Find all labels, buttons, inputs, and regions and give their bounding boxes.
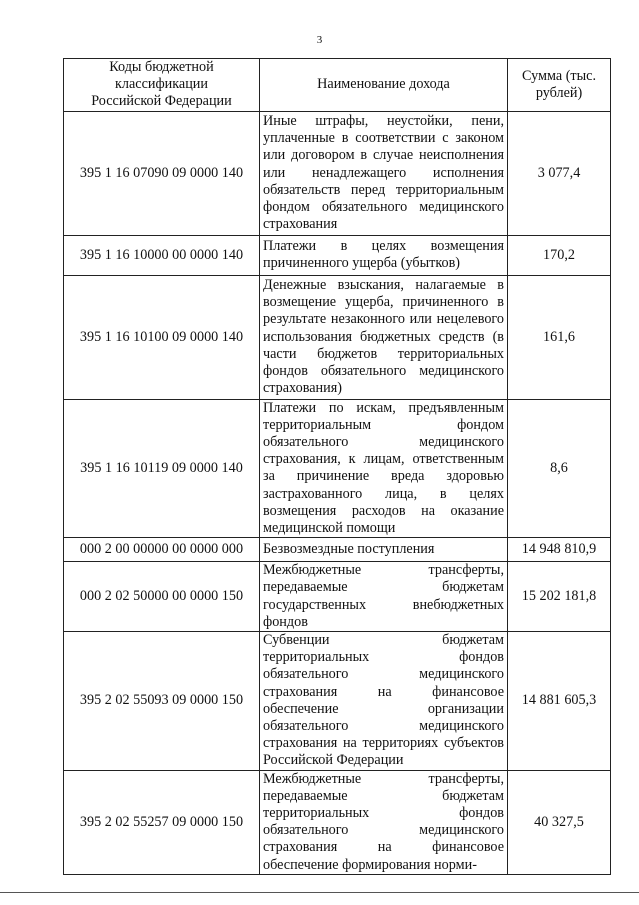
- revenue-name-cell: Межбюджетные трансферты, передаваемые бюджетам территориальных фондов обязательного медицинского страхования на финансовое обеспечение формирования норми-: [260, 770, 508, 874]
- amount-cell: 14 881 605,3: [508, 632, 611, 771]
- table-row: [64, 275, 611, 399]
- amount-cell: 161,6: [508, 275, 611, 399]
- table-row: [64, 538, 611, 562]
- header-revenue-name: Наименование дохода: [260, 59, 508, 112]
- budget-code-cell: 395 2 02 55093 09 0000 150: [64, 632, 260, 771]
- revenue-name-cell: Субвенции бюджетам территориальных фондов обязательного медицинского страхования на финансовое обеспечение организации обязательного медицинского страхования на территориях субъектов Российской Федерации: [260, 632, 508, 771]
- amount-cell: 14 948 810,9: [508, 538, 611, 562]
- budget-code-cell: 395 1 16 10119 09 0000 140: [64, 399, 260, 538]
- revenue-name-cell: Платежи в целях возмещения причиненного ущерба (убытков): [260, 235, 508, 275]
- revenue-name-cell: Безвозмездные поступления: [260, 538, 508, 562]
- revenue-name-cell: Межбюджетные трансферты, передаваемые бюджетам государственных внебюджетных фондов: [260, 562, 508, 632]
- budget-code-cell: 000 2 02 50000 00 0000 150: [64, 562, 260, 632]
- amount-cell: 8,6: [508, 399, 611, 538]
- revenue-table: [63, 58, 611, 875]
- amount-cell: 15 202 181,8: [508, 562, 611, 632]
- amount-cell: 40 327,5: [508, 770, 611, 874]
- table-row: [64, 111, 611, 235]
- budget-code-cell: 395 1 16 10000 00 0000 140: [64, 235, 260, 275]
- table-row: [64, 632, 611, 771]
- table-row: [64, 770, 611, 874]
- table-row: [64, 235, 611, 275]
- revenue-name-cell: Платежи по искам, предъявленным территориальным фондом обязательного медицинского страхования, к лицам, ответственным за причинение вреда здоровью застрахованного лица, в целях возмещения расходов на оказание медицинской помощи: [260, 399, 508, 538]
- table-row: [64, 562, 611, 632]
- table-header-row: [64, 59, 611, 112]
- page-bottom-rule: [0, 892, 639, 893]
- page-number: 3: [316, 34, 323, 46]
- table-row: [64, 399, 611, 538]
- revenue-name-cell: Иные штрафы, неустойки, пени, уплаченные в соответствии с законом или договором в случае неисполнения или ненадлежащего исполнения обязательств перед территориальным фондом обязательного медицинского страхования: [260, 111, 508, 235]
- budget-code-cell: 395 1 16 07090 09 0000 140: [64, 111, 260, 235]
- budget-code-cell: 395 2 02 55257 09 0000 150: [64, 770, 260, 874]
- budget-code-cell: 000 2 00 00000 00 0000 000: [64, 538, 260, 562]
- header-amount: Сумма (тыс. рублей): [508, 59, 611, 112]
- header-budget-code: Коды бюджетной классификации Российской Федерации: [64, 59, 260, 112]
- revenue-name-cell: Денежные взыскания, налагаемые в возмещение ущерба, причиненного в результате незаконного или нецелевого использования бюджетных средств (в части бюджетов территориальных фондов обязательного медицинского страхования): [260, 275, 508, 399]
- amount-cell: 170,2: [508, 235, 611, 275]
- amount-cell: 3 077,4: [508, 111, 611, 235]
- budget-code-cell: 395 1 16 10100 09 0000 140: [64, 275, 260, 399]
